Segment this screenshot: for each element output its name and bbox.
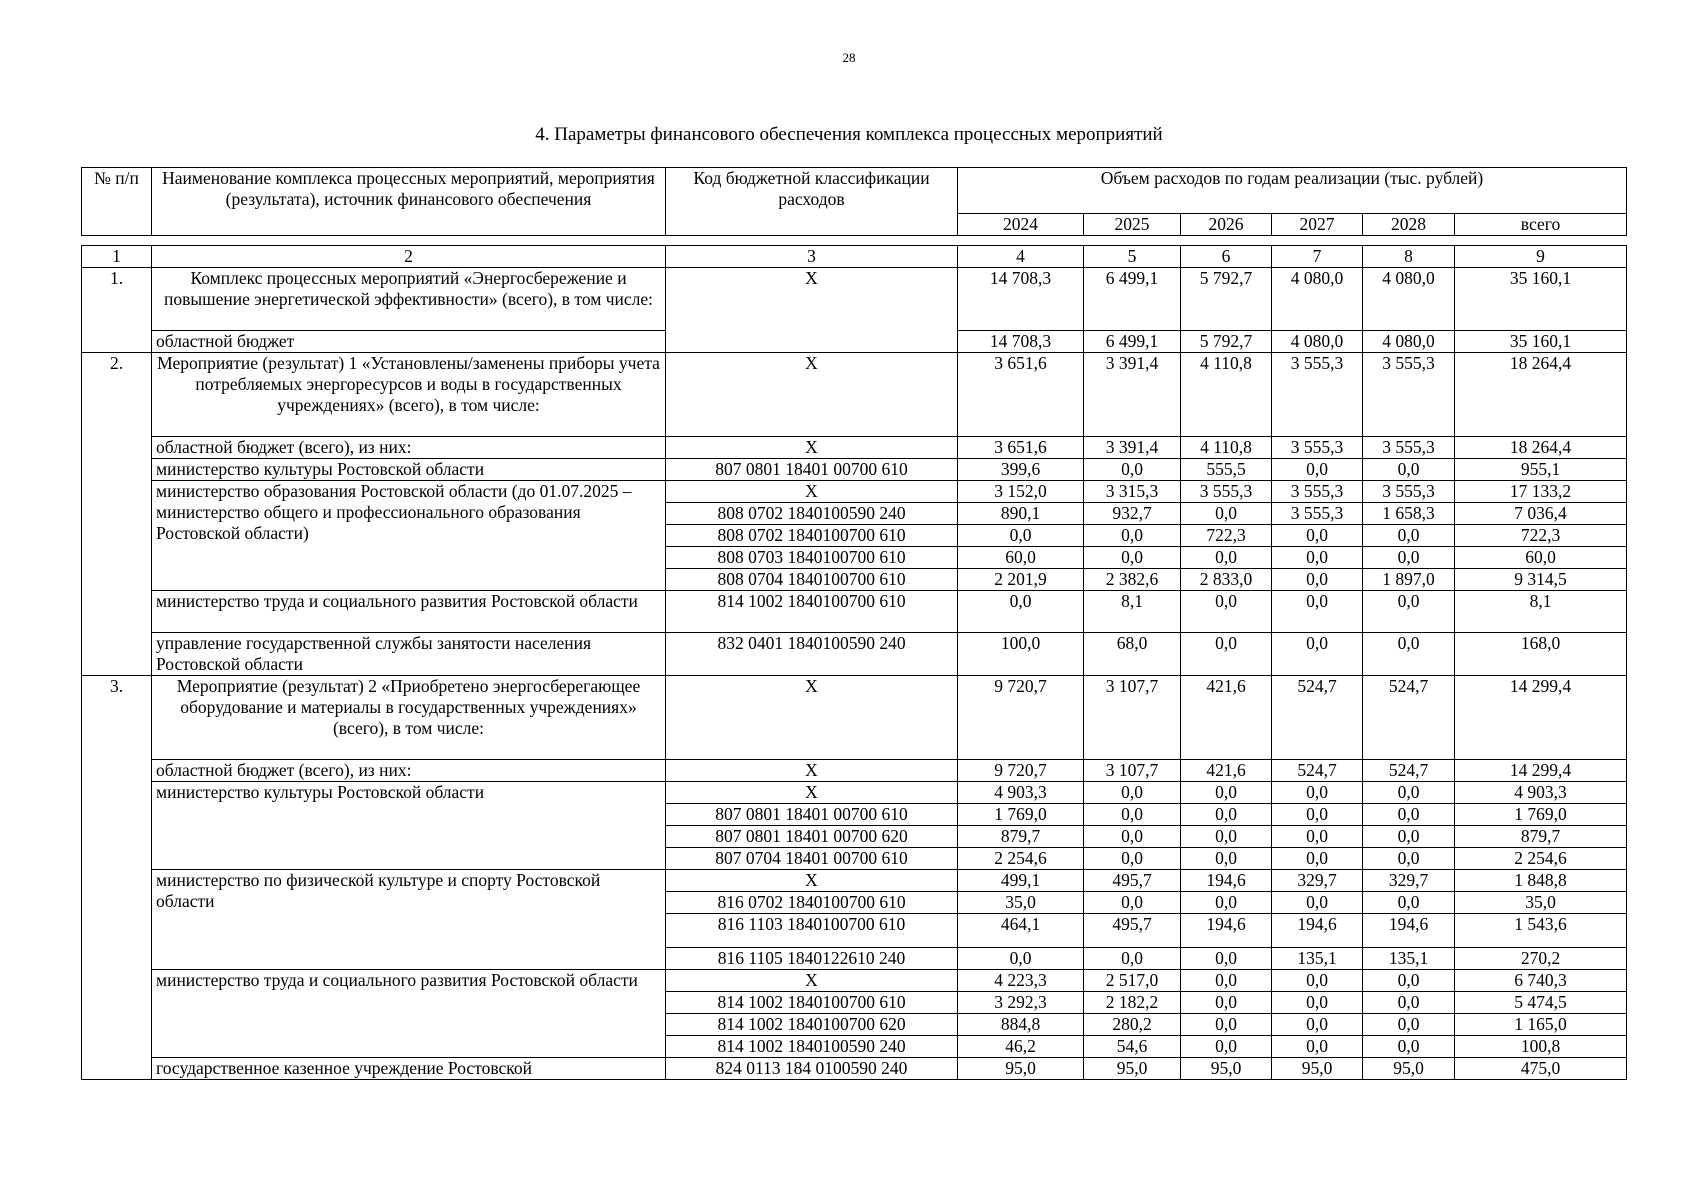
value-total: 35 160,1	[1455, 331, 1627, 353]
value-total: 8,1	[1455, 591, 1627, 633]
ministry-name: управление государственной службы занятости населения Ростовской области	[152, 633, 666, 676]
value-cell: 68,0	[1084, 633, 1181, 676]
value-cell: 0,0	[1272, 892, 1363, 914]
value-cell: 464,1	[958, 914, 1084, 948]
ministry-name: министерство образования Ростовской области (до 01.07.2025 – министерство общего и профессионального образования Ростовской области)	[152, 481, 666, 591]
value-cell: 8,1	[1084, 591, 1181, 633]
column-number: 8	[1363, 246, 1455, 268]
column-number: 9	[1455, 246, 1627, 268]
value-cell: 2 833,0	[1181, 569, 1272, 591]
budget-code: 816 1103 1840100700 610	[666, 914, 958, 948]
value-cell: 4 223,3	[958, 970, 1084, 992]
value-cell: 0,0	[1272, 826, 1363, 848]
budget-code: X	[666, 437, 958, 459]
value-cell: 421,6	[1181, 676, 1272, 760]
value-cell: 3 315,3	[1084, 481, 1181, 503]
value-cell: 6 499,1	[1084, 331, 1181, 353]
ministry-name: министерство труда и социального развития Ростовской области	[152, 970, 666, 1058]
value-cell: 135,1	[1363, 948, 1455, 970]
budget-code: 816 1105 1840122610 240	[666, 948, 958, 970]
value-total: 722,3	[1455, 525, 1627, 547]
value-cell: 0,0	[1363, 992, 1455, 1014]
value-cell: 890,1	[958, 503, 1084, 525]
value-total: 18 264,4	[1455, 353, 1627, 437]
value-cell: 0,0	[1084, 848, 1181, 870]
value-cell: 95,0	[1181, 1058, 1272, 1080]
value-cell: 3 555,3	[1181, 481, 1272, 503]
budget-code: 807 0704 18401 00700 610	[666, 848, 958, 870]
value-cell: 60,0	[958, 547, 1084, 569]
value-cell: 4 080,0	[1363, 268, 1455, 331]
value-cell: 0,0	[1363, 1036, 1455, 1058]
budget-code: 808 0702 1840100700 610	[666, 525, 958, 547]
budget-code: X	[666, 760, 958, 782]
budget-code: 816 0702 1840100700 610	[666, 892, 958, 914]
value-cell: 0,0	[1363, 848, 1455, 870]
value-cell: 3 292,3	[958, 992, 1084, 1014]
table-row	[82, 481, 1627, 503]
header-volume: Объем расходов по годам реализации (тыс. рублей)	[958, 168, 1627, 214]
value-cell: 329,7	[1272, 870, 1363, 892]
value-cell: 95,0	[1084, 1058, 1181, 1080]
value-cell: 495,7	[1084, 870, 1181, 892]
value-total: 6 740,3	[1455, 970, 1627, 992]
value-cell: 0,0	[1272, 1036, 1363, 1058]
budget-code: 808 0702 1840100590 240	[666, 503, 958, 525]
value-cell: 0,0	[1181, 591, 1272, 633]
value-cell: 4 110,8	[1181, 437, 1272, 459]
value-cell: 46,2	[958, 1036, 1084, 1058]
value-cell: 0,0	[1363, 525, 1455, 547]
value-cell: 0,0	[1363, 892, 1455, 914]
value-cell: 2 517,0	[1084, 970, 1181, 992]
value-cell: 3 555,3	[1272, 503, 1363, 525]
value-cell: 0,0	[1181, 804, 1272, 826]
value-cell: 0,0	[1181, 892, 1272, 914]
table-row	[82, 760, 1627, 782]
source-name: областной бюджет (всего), из них:	[152, 760, 666, 782]
value-cell: 0,0	[1272, 633, 1363, 676]
table-row	[82, 782, 1627, 804]
value-cell: 0,0	[1084, 547, 1181, 569]
header-name: Наименование комплекса процессных мероприятий, мероприятия (результата), источник финансового обеспечения	[152, 168, 666, 236]
header-year: 2025	[1084, 214, 1181, 236]
table-row	[82, 459, 1627, 481]
budget-code: X	[666, 481, 958, 503]
value-cell: 9 720,7	[958, 760, 1084, 782]
value-total: 2 254,6	[1455, 848, 1627, 870]
value-cell: 879,7	[958, 826, 1084, 848]
budget-code: 832 0401 1840100590 240	[666, 633, 958, 676]
value-cell: 3 152,0	[958, 481, 1084, 503]
value-total: 879,7	[1455, 826, 1627, 848]
value-cell: 4 080,0	[1363, 331, 1455, 353]
value-cell: 3 107,7	[1084, 760, 1181, 782]
value-cell: 0,0	[1363, 459, 1455, 481]
budget-code: X	[666, 676, 958, 760]
value-total: 14 299,4	[1455, 676, 1627, 760]
value-cell: 0,0	[1181, 503, 1272, 525]
value-cell: 3 555,3	[1363, 481, 1455, 503]
budget-code: 807 0801 18401 00700 620	[666, 826, 958, 848]
table-row	[82, 1058, 1627, 1080]
value-total: 1 165,0	[1455, 1014, 1627, 1036]
value-cell: 0,0	[1363, 547, 1455, 569]
value-cell: 3 555,3	[1272, 353, 1363, 437]
budget-code: X	[666, 782, 958, 804]
value-cell: 135,1	[1272, 948, 1363, 970]
value-cell: 0,0	[1272, 804, 1363, 826]
header-code: Код бюджетной классификации расходов	[666, 168, 958, 236]
value-cell: 6 499,1	[1084, 268, 1181, 331]
value-cell: 54,6	[1084, 1036, 1181, 1058]
value-total: 14 299,4	[1455, 760, 1627, 782]
ministry-name: министерство труда и социального развития Ростовской области	[152, 591, 666, 633]
value-cell: 95,0	[1363, 1058, 1455, 1080]
value-total: 18 264,4	[1455, 437, 1627, 459]
value-cell: 0,0	[1363, 804, 1455, 826]
value-cell: 0,0	[1181, 633, 1272, 676]
value-cell: 0,0	[1084, 459, 1181, 481]
value-cell: 0,0	[1084, 782, 1181, 804]
value-cell: 722,3	[1181, 525, 1272, 547]
ministry-name: министерство по физической культуре и спорту Ростовской области	[152, 870, 666, 970]
value-total: 270,2	[1455, 948, 1627, 970]
value-total: 5 474,5	[1455, 992, 1627, 1014]
budget-code: 807 0801 18401 00700 610	[666, 804, 958, 826]
budget-code: 814 1002 1840100700 610	[666, 591, 958, 633]
value-cell: 524,7	[1272, 760, 1363, 782]
value-total: 1 769,0	[1455, 804, 1627, 826]
value-total: 100,8	[1455, 1036, 1627, 1058]
value-total: 17 133,2	[1455, 481, 1627, 503]
value-cell: 0,0	[1272, 992, 1363, 1014]
value-cell: 4 903,3	[958, 782, 1084, 804]
value-cell: 495,7	[1084, 914, 1181, 948]
budget-code: X	[666, 268, 958, 353]
value-cell: 194,6	[1181, 914, 1272, 948]
budget-code: X	[666, 870, 958, 892]
header-num: № п/п	[82, 168, 152, 236]
table-header	[81, 167, 1627, 236]
budget-code: 824 0113 184 0100590 240	[666, 1058, 958, 1080]
value-cell: 1 658,3	[1363, 503, 1455, 525]
value-cell: 3 107,7	[1084, 676, 1181, 760]
value-cell: 3 555,3	[1363, 437, 1455, 459]
value-cell: 399,6	[958, 459, 1084, 481]
budget-code: 807 0801 18401 00700 610	[666, 459, 958, 481]
value-cell: 555,5	[1181, 459, 1272, 481]
value-total: 60,0	[1455, 547, 1627, 569]
budget-code: 814 1002 1840100700 610	[666, 992, 958, 1014]
ministry-name: министерство культуры Ростовской области	[152, 782, 666, 870]
value-cell: 0,0	[1363, 782, 1455, 804]
value-cell: 3 391,4	[1084, 353, 1181, 437]
value-cell: 4 110,8	[1181, 353, 1272, 437]
complex-name: Комплекс процессных мероприятий «Энергосбережение и повышение энергетической эффективности» (всего), в том числе:	[152, 268, 666, 331]
row-number: 3.	[82, 676, 152, 1080]
value-cell: 0,0	[1181, 826, 1272, 848]
value-cell: 884,8	[958, 1014, 1084, 1036]
value-cell: 0,0	[1181, 992, 1272, 1014]
source-name: областной бюджет (всего), из них:	[152, 437, 666, 459]
column-number: 6	[1181, 246, 1272, 268]
value-cell: 0,0	[1363, 633, 1455, 676]
value-cell: 0,0	[958, 948, 1084, 970]
value-cell: 3 555,3	[1272, 481, 1363, 503]
table-row	[82, 970, 1627, 992]
column-number: 4	[958, 246, 1084, 268]
value-cell: 0,0	[1272, 569, 1363, 591]
value-cell: 932,7	[1084, 503, 1181, 525]
value-cell: 14 708,3	[958, 331, 1084, 353]
table-row	[82, 437, 1627, 459]
budget-code: X	[666, 353, 958, 437]
value-cell: 0,0	[1181, 1014, 1272, 1036]
value-cell: 95,0	[958, 1058, 1084, 1080]
value-cell: 524,7	[1272, 676, 1363, 760]
budget-code: 814 1002 1840100590 240	[666, 1036, 958, 1058]
value-total: 35,0	[1455, 892, 1627, 914]
value-cell: 0,0	[1272, 459, 1363, 481]
header-year: 2027	[1272, 214, 1363, 236]
value-cell: 499,1	[958, 870, 1084, 892]
value-cell: 1 897,0	[1363, 569, 1455, 591]
table-row	[82, 268, 1627, 331]
header-year: 2026	[1181, 214, 1272, 236]
value-cell: 95,0	[1272, 1058, 1363, 1080]
value-cell: 3 555,3	[1272, 437, 1363, 459]
value-cell: 5 792,7	[1181, 268, 1272, 331]
value-total: 168,0	[1455, 633, 1627, 676]
table-row	[82, 353, 1627, 437]
budget-code: 814 1002 1840100700 620	[666, 1014, 958, 1036]
page-number: 28	[842, 50, 856, 65]
table-row	[82, 633, 1627, 676]
value-cell: 0,0	[1084, 892, 1181, 914]
value-cell: 524,7	[1363, 760, 1455, 782]
value-cell: 0,0	[1084, 948, 1181, 970]
value-cell: 0,0	[1272, 848, 1363, 870]
header-total: всего	[1455, 214, 1627, 236]
column-number: 5	[1084, 246, 1181, 268]
header-year: 2028	[1363, 214, 1455, 236]
table-row	[82, 676, 1627, 760]
ministry-name: министерство культуры Ростовской области	[152, 459, 666, 481]
value-cell: 0,0	[1363, 970, 1455, 992]
value-cell: 0,0	[1272, 591, 1363, 633]
value-cell: 0,0	[1181, 1036, 1272, 1058]
row-number: 2.	[82, 353, 152, 676]
value-cell: 2 201,9	[958, 569, 1084, 591]
value-total: 1 543,6	[1455, 914, 1627, 948]
row-number: 1.	[82, 268, 152, 353]
value-cell: 0,0	[1272, 970, 1363, 992]
value-total: 7 036,4	[1455, 503, 1627, 525]
measure-name: Мероприятие (результат) 1 «Установлены/заменены приборы учета потребляемых энергоресурсов и воды в государственных учреждениях» (всего), в том числе:	[152, 353, 666, 437]
value-cell: 0,0	[1363, 1014, 1455, 1036]
value-cell: 0,0	[1363, 826, 1455, 848]
value-cell: 0,0	[1363, 591, 1455, 633]
value-cell: 4 080,0	[1272, 268, 1363, 331]
value-cell: 14 708,3	[958, 268, 1084, 331]
value-cell: 0,0	[958, 591, 1084, 633]
value-cell: 0,0	[1084, 826, 1181, 848]
value-cell: 0,0	[958, 525, 1084, 547]
column-number: 2	[152, 246, 666, 268]
value-cell: 3 651,6	[958, 353, 1084, 437]
table-row	[82, 591, 1627, 633]
value-total: 1 848,8	[1455, 870, 1627, 892]
value-cell: 0,0	[1272, 547, 1363, 569]
finance-table	[81, 245, 1627, 1080]
value-cell: 329,7	[1363, 870, 1455, 892]
value-total: 475,0	[1455, 1058, 1627, 1080]
document-title: 4. Параметры финансового обеспечения комплекса процессных мероприятий	[535, 124, 1163, 145]
value-cell: 100,0	[958, 633, 1084, 676]
source-name: областной бюджет	[152, 331, 666, 353]
column-number: 1	[82, 246, 152, 268]
value-cell: 2 182,2	[1084, 992, 1181, 1014]
measure-name: Мероприятие (результат) 2 «Приобретено энергосберегающее оборудование и материалы в государственных учреждениях» (всего), в том числе:	[152, 676, 666, 760]
table-row	[82, 870, 1627, 892]
value-total: 35 160,1	[1455, 268, 1627, 331]
value-cell: 2 382,6	[1084, 569, 1181, 591]
value-cell: 0,0	[1181, 547, 1272, 569]
value-cell: 194,6	[1363, 914, 1455, 948]
value-cell: 2 254,6	[958, 848, 1084, 870]
budget-code: 808 0703 1840100700 610	[666, 547, 958, 569]
column-number: 3	[666, 246, 958, 268]
value-total: 9 314,5	[1455, 569, 1627, 591]
value-cell: 4 080,0	[1272, 331, 1363, 353]
value-cell: 1 769,0	[958, 804, 1084, 826]
value-cell: 0,0	[1181, 782, 1272, 804]
value-cell: 280,2	[1084, 1014, 1181, 1036]
value-cell: 9 720,7	[958, 676, 1084, 760]
value-cell: 194,6	[1272, 914, 1363, 948]
value-cell: 194,6	[1181, 870, 1272, 892]
value-total: 955,1	[1455, 459, 1627, 481]
value-cell: 0,0	[1272, 782, 1363, 804]
budget-code: X	[666, 970, 958, 992]
budget-code: 808 0704 1840100700 610	[666, 569, 958, 591]
column-number: 7	[1272, 246, 1363, 268]
value-cell: 3 555,3	[1363, 353, 1455, 437]
value-cell: 0,0	[1181, 970, 1272, 992]
value-cell: 3 391,4	[1084, 437, 1181, 459]
header-year: 2024	[958, 214, 1084, 236]
value-cell: 524,7	[1363, 676, 1455, 760]
value-cell: 0,0	[1272, 1014, 1363, 1036]
value-cell: 0,0	[1181, 848, 1272, 870]
value-total: 4 903,3	[1455, 782, 1627, 804]
value-cell: 35,0	[958, 892, 1084, 914]
table-row	[82, 246, 1627, 268]
value-cell: 421,6	[1181, 760, 1272, 782]
value-cell: 5 792,7	[1181, 331, 1272, 353]
value-cell: 0,0	[1084, 525, 1181, 547]
value-cell: 0,0	[1272, 525, 1363, 547]
value-cell: 0,0	[1084, 804, 1181, 826]
value-cell: 3 651,6	[958, 437, 1084, 459]
ministry-name: государственное казенное учреждение Ростовской	[152, 1058, 666, 1080]
value-cell: 0,0	[1181, 948, 1272, 970]
